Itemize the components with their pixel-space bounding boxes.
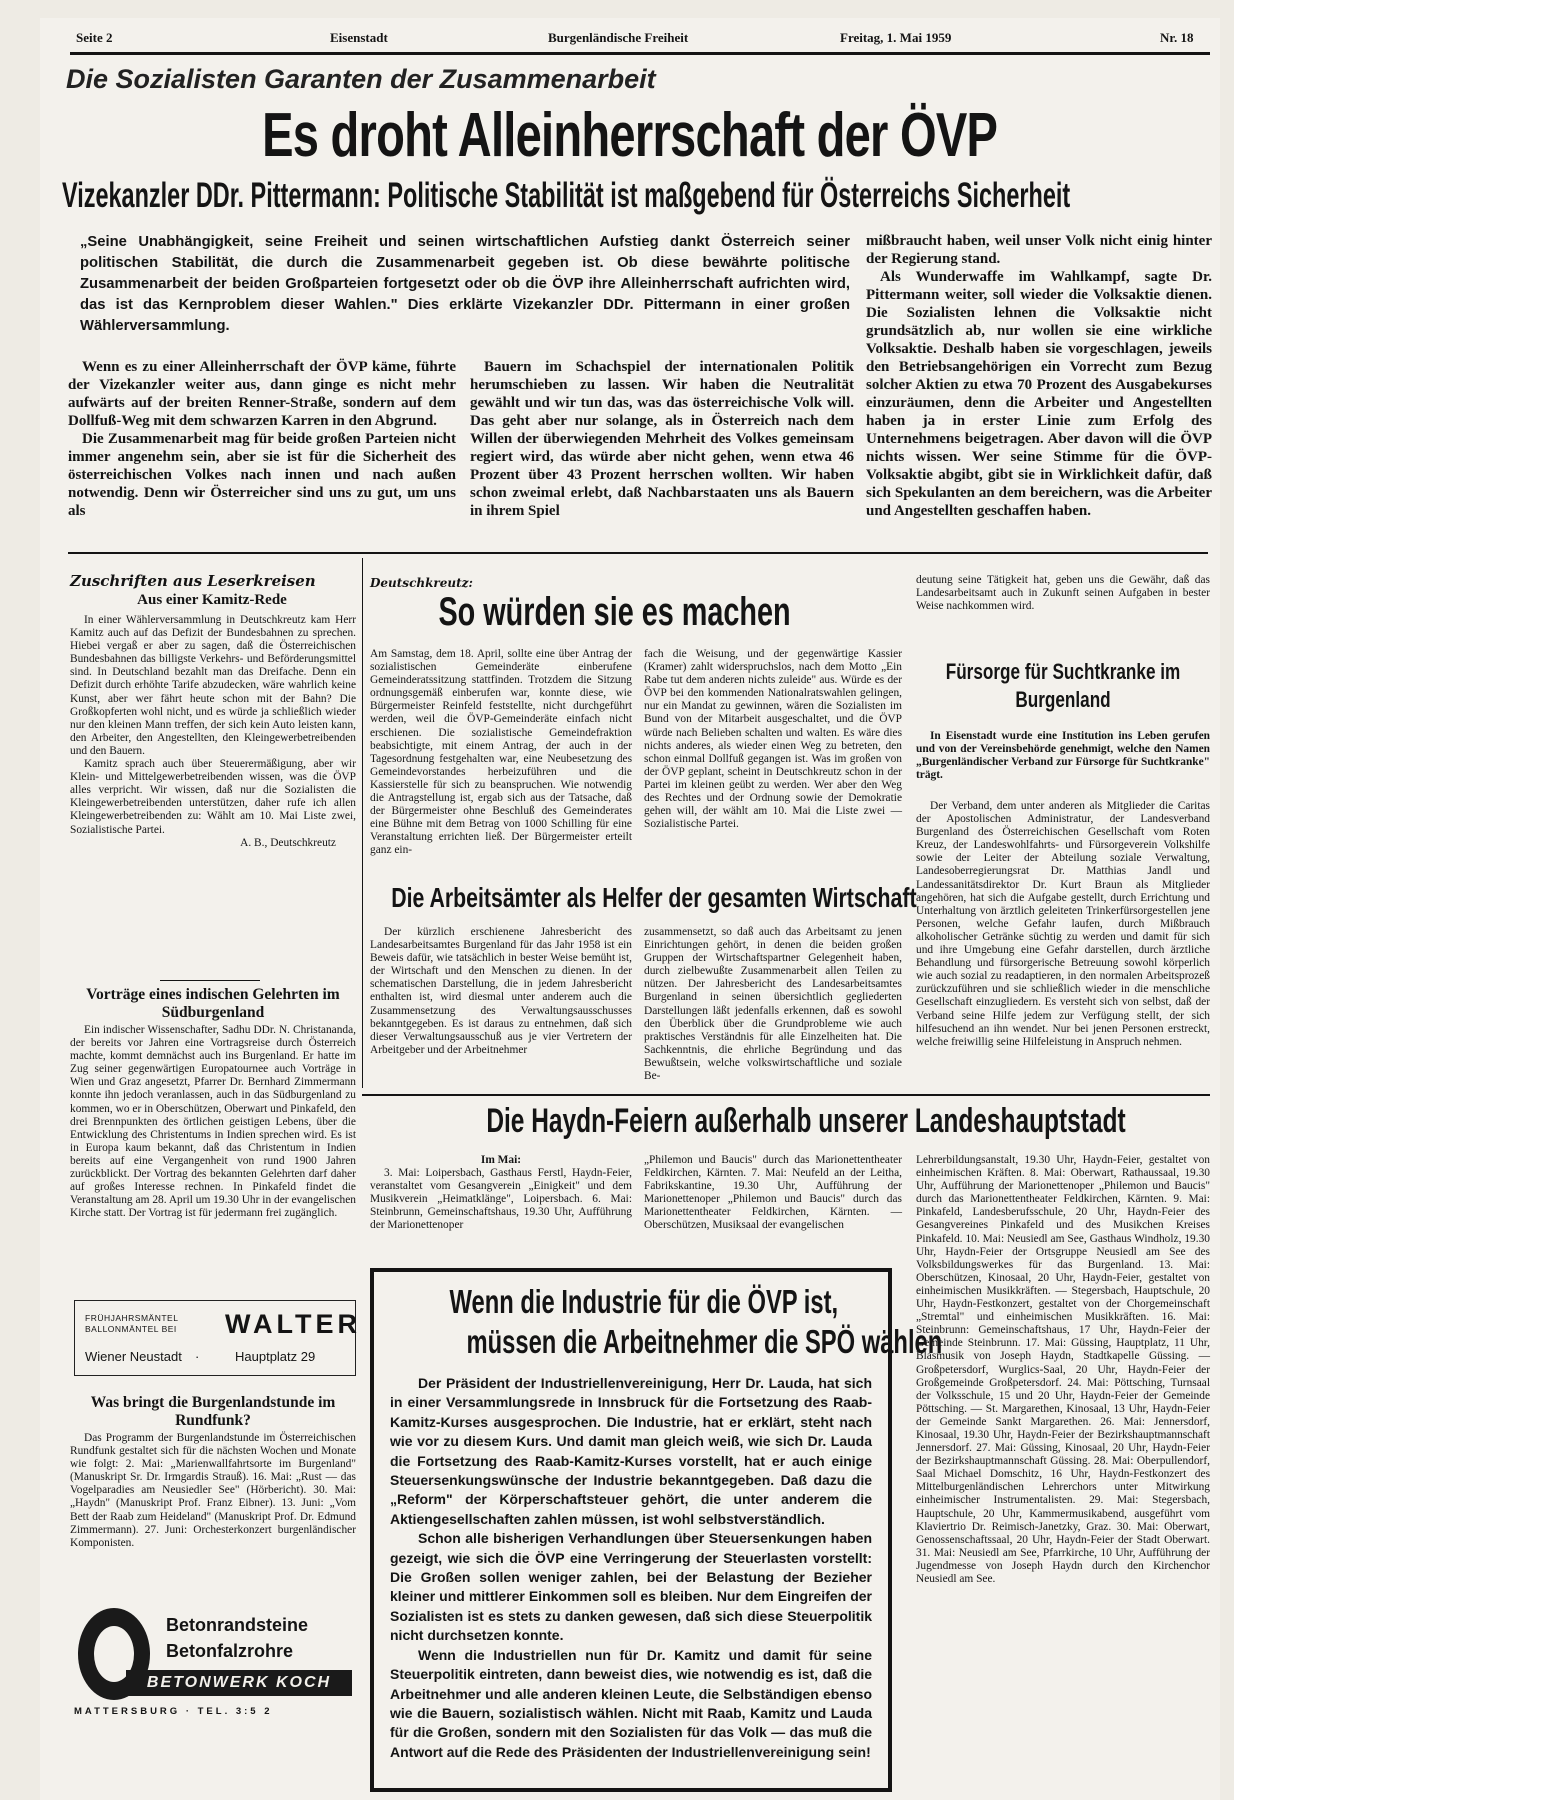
industrie-title-1: Wenn die Industrie für die ÖVP ist, [449, 1283, 839, 1320]
issue-number: Nr. 18 [1160, 30, 1194, 45]
radio-body: Das Programm der Burgenlandstunde im Österreichischen Rundfunk gestaltet sich für die nächsten Wochen und Monate wie folgt: 2. Mai: „Marienwallfahrtsorte im Burgenland" (Manuskript Sr. Dr. Irmgardis Strauß). 16. Mai: „Rust — das Vogelparadies am Neusiedler See" (Hörbericht). 30. Mai: „Haydn" (Manuskript Prof. Franz Eibner). 13. Juni: „Vom Bett der Raab zum Heideland" (Manuskript Prof. Dr. Edmund Zimmermann). 27. Juni: Orchesterkonzert burgenländischer Komponisten. [70, 1432, 356, 1549]
lead-intro: „Seine Unabhängigkeit, seine Freiheit und seinen wirtschaftlichen Aufstieg dankt Österreich seiner politischen Stabilität, die durch die Zusammenarbeit gegeben ist. Ob diese bewährte politische Zusammenarbeit der beiden Großparteien fortgesetzt oder ob die ÖVP ihre Alleinherrschaft aufrichten wird, das ist das Kernproblem dieser Wahlen." Dies erklärte Vizekanzler DDr. Pittermann in einer großen Wählerversammlung. [80, 234, 850, 334]
haydn-col1: Im Mai: 3. Mai: Loipersbach, Gasthaus Ferstl, Haydn-Feier, veranstaltet vom Gesangverein „Einigkeit" und dem Musikverein „Heimatklänge", Loipersbach. 6. Mai: Steinbrunn, Gemeinschaftshaus, 19.30 Uhr, Aufführung der Marionettenoper [370, 1154, 632, 1232]
arbeitsamt-continuation: deutung seine Tätigkeit hat, geben uns die Gewähr, daß das Landesarbeitsamt auch in Zukunft seinen Aufgaben in bester Weise nachkommen wird. [916, 574, 1210, 613]
lecture-body: Ein indischer Wissenschafter, Sadhu DDr. N. Christananda, der bereits vor Jahren eine Vortragsreise durch Österreich machte, kommt demnächst auch ins Burgenland. Er hatte im Zug seiner gegenwärtigen Europatournee auch Vorträge in Wien und Graz angesetzt, Pfarrer Dr. Bernhard Zimmermann konnte ihn jedoch veranlassen, auch in das Südburgenland zu kommen, wo er in Oberschützen, Oberwart und Pinkafeld, den drei Brennpunkten des örtlichen geistigen Lebens, über die Entwicklung des Christentums in Indien sprechen wird. Es ist in Europa kaum bekannt, daß das Christentum in Indien bereits auf eine Vergangenheit von rund 1900 Jahren zurückblickt. Der Vortrag des bekannten Gelehrten darf daher auf großes Interesse rechnen. In Pinkafeld findet die Veranstaltung am 28. April um 19.30 Uhr in der evangelischen Kirche statt. Der Vortrag ist für jedermann frei zugänglich. [70, 1024, 356, 1220]
haydn-title: Die Haydn-Feiern außerhalb unserer Landeshauptstadt [486, 1102, 1126, 1140]
paper-name: Burgenländische Freiheit [548, 30, 689, 45]
arbeitsamt-col1: Der kürzlich erschienene Jahresbericht des Landesarbeitsamtes Burgenland für das Jahr 1958 ist ein Beweis dafür, wie tatsächlich in bester Weise bemüht ist, der Wirtschaft und den Menschen zu dienen. In der schematischen Darstellung, die in jedem Jahresbericht enthalten ist, wird diesmal unter anderem auch die Zusammensetzung des Verwaltungsausschusses bekanntgegeben. Es ist daraus zu entnehmen, daß sich dieser Verwaltungsausschuß aus je vier Vertretern der Arbeitgeber und der Arbeitnehmer [370, 926, 632, 1056]
haydn-col3: Lehrerbildungsanstalt, 19.30 Uhr, Haydn-Feier, gestaltet von einheimischen Kräften. 8. Mai: Oberwart, Rathaussaal, 19.30 Uhr, Aufführung der Marionettenoper „Philemon und Baucis" durch das Marionettentheater Feldkirchen, Kärnten. 9. Mai: Pinkafeld, Landesberufsschule, 20 Uhr, Haydn-Feier des Gesangvereines Pinkafeld und des Musikchen Kreises Pinkafeld. 10. Mai: Neusiedl am See, Gasthaus Windholz, 19.30 Uhr, Haydn-Feier der Ortsgruppe Neusiedl am See des Volksbildungswerkes für das Burgenland. 13. Mai: Oberschützen, Kinosaal, 20 Uhr, Haydn-Feier, gestaltet von einheimischen Musikkräften. — Stegersbach, Hauptschule, 20 Uhr, Haydn-Festkonzert, gestaltet von der Chorgemeinschaft „Stremtal" und einheimischen Musikkräften. 16. Mai: Steinbrunn: Gemeinschaftshaus, 17 Uhr, Haydn-Feier der Gemeinde Steinbrunn. 17. Mai: Güssing, Hauptplatz, 11 Uhr, Blasmusik von Joseph Haydn, Stadtkapelle Güssing. — Großpetersdorf, Wurglics-Saal, 20 Uhr, Haydn-Feier der Großgemeinde Großpetersdorf. 24. Mai: Pöttsching, Turnsaal der Volksschule, 15 und 20 Uhr, Haydn-Feier der Gemeinde Pöttsching. — St. Margarethen, Kinosaal, 13 Uhr, Haydn-Feier der Gemeinde Sankt Margarethen. 26. Mai: Jennersdorf, Kinosaal, 19.30 Uhr, Haydn-Feier der Bezirkshauptmannschaft Jennersdorf. 27. Mai: Güssing, Kinosaal, 20 Uhr, Haydn-Feier der Bezirkshauptmannschaft Güssing. 28. Mai: Oberpullendorf, Saal Michael Domschitz, 16 Uhr, Haydn-Festkonzert des Mittelburgenländischen Lehrerchors unter Mitwirkung einheimischer Instrumentalisten. 29. Mai: Stegersbach, Hauptschule, 20 Uhr, Kammermusikabend, ausgeführt vom Klaviertrio Dr. Reimisch-Janetzky, Graz. 30. Mai: Oberwart, Genossenschaftssaal, 20 Uhr, Haydn-Feier der Stadt Oberwart. 31. Mai: Neusiedl am See, Pfarrkirche, 10 Uhr, Aufführung der Jugendmesse von Joseph Haydn durch den Kirchenchor Neusiedl am See. [916, 1154, 1210, 1585]
kicker: Die Sozialisten Garanten der Zusammenarbeit [66, 64, 656, 94]
issue-date: Freitag, 1. Mai 1959 [840, 30, 952, 45]
haydn-col2: „Philemon und Baucis" durch das Marionettentheater Feldkirchen, Kärnten. 7. Mai: Neufeld an der Leitha, Fabrikskantine, 19.30 Uhr, Aufführung der Marionettenoper „Philemon und Baucis" durch das Marionettentheater Feldkirchen, Kärnten. — Oberschützen, Musiksaal der evangelischen [644, 1154, 902, 1232]
lead-headline: Es droht Alleinherrschaft der ÖVP [262, 101, 998, 170]
radio-title: Was bringt die Burgenlandstunde im Rundfunk? [90, 1394, 336, 1429]
deutschkreutz-title: So würden sie es machen [438, 590, 791, 634]
koch-ad: Betonrandsteine Betonfalzrohre BETONWERK KOCH MATTERSBURG · TEL. 3:5 2 [74, 1604, 356, 1724]
lead-col2: Bauern im Schachspiel der internationalen Politik herumschieben zu lassen. Wir haben die Neutralität gewählt und wir tun das, was das österreichische Volk will. Das geht aber nur solange, als in Österreich nach dem Willen der überwiegenden Mehrheit des Volkes gemeinsam regiert wird, das würde aber nicht gehen, wenn etwa 46 Prozent über 43 Prozent herrschen wollten. Wir haben schon zweimal erlebt, daß Nachbarstaaten uns als Bauern in ihrem Spiel [470, 359, 854, 519]
industrie-box [370, 1268, 943, 1792]
koch-brand: BETONWERK KOCH [126, 1670, 352, 1696]
deutschkreutz-label: Deutschkreutz: [370, 576, 473, 590]
lecture-title: Vorträge eines indischen Gelehrten im Südburgenland [86, 986, 340, 1021]
sucht-body: Der Verband, dem unter anderen als Mitglieder die Caritas der Apostolischen Administratur, der Landesverband Burgenland des Österreichischen Gesellschaft vom Roten Kreuz, der Landeswohlfahrts- und Fürsorgeverein Volkshilfe sowie der Leiter der Abteilung soziale Verwaltung, Landesoberregierungsrat Dr. Matthias Jandl und Landessanitätsdirektor Dr. Kurt Braun als Mitglieder angehören, hat sich die Aufgabe gestellt, durch Errichtung und Unterhaltung von ärztlich geleiteten Trinkerfürsorgestellen jene Personen, welche Gefahr laufen, durch Mißbrauch alkoholischer Getränke süchtig zu werden und damit für sich und ihre Umgebung eine Gefahr darstellen, durch ärztliche Behandlung und fürsorgerische Betreuung sowohl körperlich wie auch sozial zu readaptieren, in den normalen Arbeitsprozeß zurückzuführen und sie schließlich wieder in die menschliche Gesellschaft einzugliedern. Es versteht sich von selbst, daß der Verband seine Hilfe jedem zur Verfügung stellt, der sich hilfesuchend an ihn wendet. Nur bei jenen Personen erstreckt, welche freiwillig seine Hilfeleistung in Anspruch nehmen. [916, 800, 1210, 1048]
city: Eisenstadt [330, 30, 388, 45]
industrie-title-2: müssen die Arbeitnehmer die SPÖ wählen [466, 1323, 943, 1360]
arbeitsamt-col2: zusammensetzt, so daß auch das Arbeitsamt zu jenen Einrichtungen gehört, in denen die beiden großen Gruppen der Wirtschaftspartner Gelegenheit haben, durch zielbewußte Zusammenarbeit allen Teilen zu nützen. Der Jahresbericht des Landesarbeitsamtes Burgenland in seinen übersichtlich gegliederten Darstellungen läßt jedenfalls erkennen, daß es sowohl den Überblick über die Grundprobleme wie auch praktisches Verständnis für alle Einzelheiten hat. Die Sachkenntnis, die ehrliche Begründung und das Bewußtsein, welche volkswirtschaftliche und soziale Be- [644, 926, 902, 1083]
letters-section-label: Zuschriften aus Leserkreisen [70, 572, 316, 590]
sucht-lead: In Eisenstadt wurde eine Institution ins Leben gerufen und von der Vereinsbehörde genehmigt, welche den Namen „Burgenländischer Verband zur Fürsorge für Suchtkranke" trägt. [916, 730, 1210, 782]
letters-body: In einer Wählerversammlung in Deutschkreutz kam Herr Kamitz auch auf das Defizit der Bundesbahnen zu sprechen. Hiebei vergaß er aber zu sagen, daß die Österreichischen Bundesbahnen das billigste Verkehrs- und Beförderungsmittel sind. In Deutschland bezahlt man das Dreifache. Denn ein Defizit durch erhöhte Tarife abzudecken, wäre wahrlich keine Kunst, aber wer fährt heute schon mit der Bahn? Die Großkopferten wohl nicht, und es würde ja schließlich wieder nur den kleinen Mann treffen, der sich kein Auto leisten kann, den Arbeiter, den Angestellten, den Kleingewerbetreibenden und den Bauern. Kamitz sprach auch über Steuerermäßigung, aber wir Klein- und Mittelgewerbetreibenden wissen, was die ÖVP alles verpricht. Wir wissen, daß nur die Sozialisten die Kleingewerbetreibenden unterstützen, daher rufe ich allen Kleingewerbetreibenden zu: Wählt am 10. Mai Liste zwei, Sozialistische Partei. A. B., Deutschkreutz [70, 614, 356, 849]
header-rule [70, 52, 1210, 55]
letters-title: Aus einer Kamitz-Rede [137, 592, 287, 608]
deutschkreutz-col1: Am Samstag, dem 18. April, sollte eine über Antrag der sozialistischen Gemeinderäte einberufene Gemeinderatssitzung stattfinden. Trotzdem die Sitzung ordnungsgemäß einberufen war, konnte diese, wie Bürgermeister Reinfeld feststellte, nicht durchgeführt werden, weil die ÖVP-Gemeinderäte einfach nicht erschienen. Die sozialistische Gemeindefraktion beabsichtigte, mit einem Antrag, der auch in der Tagesordnung festgehalten war, eine Neubesetzung des Gemeindevorstandes herbeizuführen und die Kassierstelle für sich zu beanspruchen. Wie notwendig die Antragstellung ist, ergab sich aus der Tatsache, daß der Bürgermeister ohne Beschluß des Gemeinderates eine Bühne mit dem Betrag von 1000 Schilling für eine Veranstaltung errichten ließ. Der Bürgermeister erteilt ganz ein- [370, 648, 632, 857]
walter-brand: WALTER [225, 1309, 361, 1339]
newspaper-page [40, 18, 1220, 1800]
sucht-title: Fürsorge für Suchtkranke im Burgenland [945, 659, 1181, 712]
lead-subhead: Vizekanzler DDr. Pittermann: Politische Stabilität ist maßgebend für Österreichs Sicherheit [62, 176, 1071, 215]
lead-col1: Wenn es zu einer Alleinherrschaft der ÖVP käme, führte der Vizekanzler weiter aus, dann ginge es nicht mehr aufwärts auf der breiten Renner-Straße, sondern auf dem Dollfuß-Weg mit dem schwarzen Karren in den Abgrund. Die Zusammenarbeit mag für beide großen Parteien nicht immer angenehm sein, aber sie ist für die Sicherheit des österreichischen Volkes nach innen und nach außen notwendig. Denn wir Österreicher sind uns zu gut, um uns als [68, 359, 456, 519]
industrie-body: Der Präsident der Industriellenvereinigung, Herr Dr. Lauda, hat sich in einer Versammlungsrede in Innsbruck für die Fortsetzung des Raab-Kamitz-Kurses ausgesprochen. Die Industrie, hat er erklärt, steht nach wie vor zu diesem Kurs. Und damit man gleich weiß, wie sich Dr. Lauda die Fortsetzung des Raab-Kamitz-Kurses vorstellt, hat er auch einige Steuersenkungswünsche der Industrie bekanntgegeben. Daß dazu die „Reform" der Körperschaftsteuer gehört, die unter anderem die Aktiengesellschaften zahlen müssen, ist wohl selbstverständlich. Schon alle bisherigen Verhandlungen über Steuersenkungen haben gezeigt, wie sich die ÖVP eine Verringerung der Steuerlasten vorstellt: Die Großen sollen weniger zahlen, bei der Belastung der Bezieher kleiner und mittlerer Einkommen soll es bleiben. Nur dem Eingreifen der Sozialisten ist es stets zu danken gewesen, daß sich diese Steuerpolitik nicht durchsetzen konnte. Wenn die Industriellen nun für Dr. Kamitz und damit für seine Steuerpolitik eintreten, dann beweist dies, wie notwendig es ist, daß die Arbeitnehmer und alle anderen kleinen Leute, die Selbständigen ebenso wie die Bauern, sozialistisch wählen. Nicht mit Raab, Kamitz und Lauda für die Großen, sondern mit den Sozialisten für das Volk — das muß die Antwort auf die Rede des Präsidenten der Industriellenvereinigung sein! [390, 1375, 872, 1760]
page-number: Seite 2 [76, 30, 113, 45]
deutschkreutz-col2: fach die Weisung, und der gegenwärtige Kassier (Kramer) zahlt widerspruchslos, nach dem Motto „Ein Rabe tut dem anderen nichts zuleide" aus. Würde es der ÖVP bei den kommenden Nationalratswahlen gelingen, nur ein Mandat zu gewinnen, wären die Sozialisten im Bund von der Mitarbeit ausgeschaltet, und die ÖVP würde nach Belieben schalten und walten. Es wäre dies nichts anderes, als wieder einen Weg zu betreten, den schon einmal Dollfuß gegangen ist. Was im großen von der ÖVP geplant, scheint in Deutschkreutz schon in der Partei im kleinen geübt zu werden. Wer aber den Weg des Rechtes und der Ordnung sowie der Demokratie gehen will, der wählt am 10. Mai die Liste zwei — Sozialistische Partei. [644, 648, 902, 831]
column-rule [362, 558, 363, 1088]
arbeitsamt-title: Die Arbeitsämter als Helfer der gesamten Wirtschaft [391, 882, 917, 913]
section-rule [68, 552, 1208, 554]
lead-col3: mißbraucht haben, weil unser Volk nicht einig hinter der Regierung stand. Als Wunderwaffe im Wahlkampf, sagte Dr. Pittermann weiter, soll wieder die Volksaktie dienen. Die Sozialisten lehnen die Volksaktie nicht grundsätzlich ab, nur wollen sie eine wirkliche Volksaktie. Deshalb haben sie vorgeschlagen, jeweils den Betriebsangehörigen ein Vorrecht zum Bezug solcher Aktien zu etwa 70 Prozent des Ausgabekurses einzuräumen, denn die Arbeiter und Angestellten haben ja in erster Linie zum Erfolg des Unternehmens beigetragen. Aber davon will die ÖVP nichts wissen. Wer seine Stimme für die ÖVP-Volksaktie abgibt, gibt sie in Wirklichkeit dafür, daß sich Spekulanten an dem bereichern, was die Arbeiter und Angestellten geschaffen haben. [866, 233, 1212, 519]
walter-ad: FRÜHJAHRSMÄNTEL BALLONMÄNTEL BEI WALTER Wiener Neustadt · Hauptplatz 29 [74, 1300, 356, 1376]
